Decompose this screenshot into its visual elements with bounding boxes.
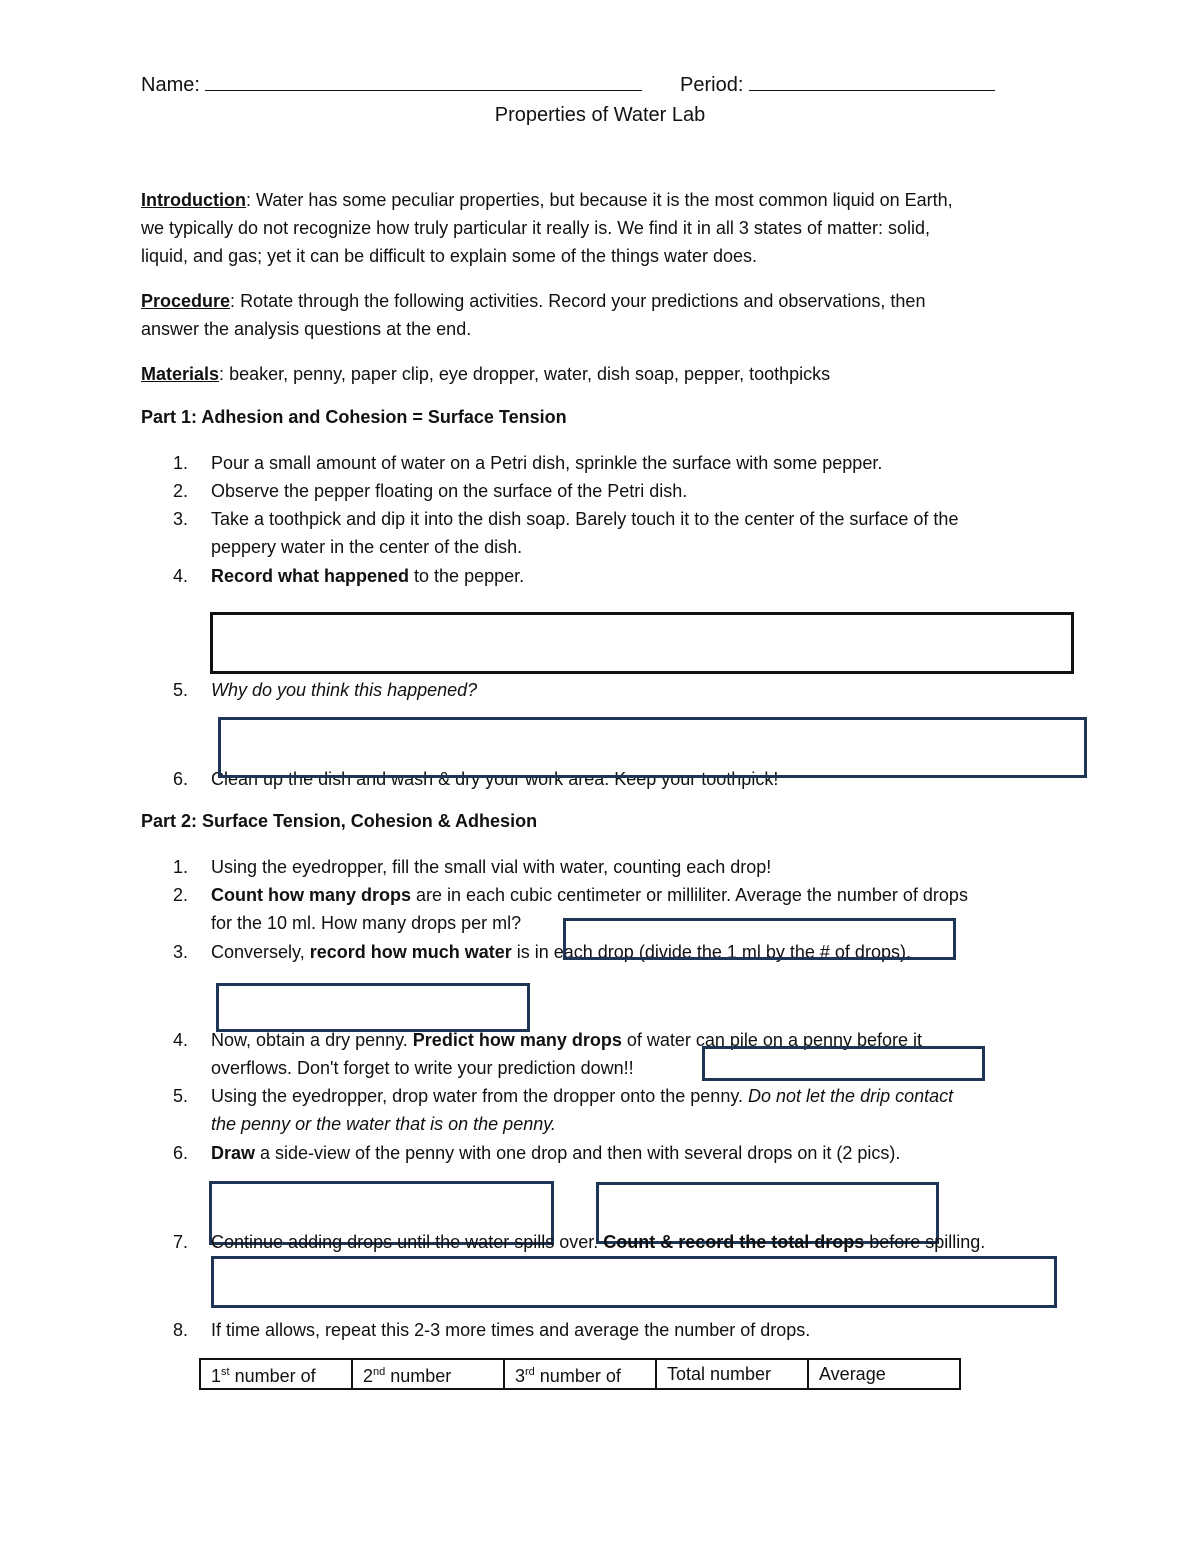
materials-line: Materials: beaker, penny, paper clip, eye dropper, water, dish soap, pepper, toothpicks xyxy=(141,364,831,384)
part1-step-3-cont: peppery water in the center of the dish. xyxy=(211,537,523,557)
name-blank[interactable] xyxy=(205,74,642,91)
part1-step-6: Clean up the dish and wash & dry your work area. Keep your toothpick! xyxy=(211,769,779,789)
name-label: Name: xyxy=(141,74,200,96)
procedure-line-2: answer the analysis questions at the end. xyxy=(141,319,472,339)
part2-step-5: Using the eyedropper, drop water from the dropper onto the penny. Do not let the drip contact xyxy=(211,1086,954,1106)
step-number: 2. xyxy=(173,481,189,501)
intro-label: Introduction xyxy=(141,190,246,210)
step-number: 6. xyxy=(173,769,189,789)
intro-line-2: we typically do not recognize how truly particular it really is. We find it in all 3 states of matter: solid, xyxy=(141,218,931,238)
part2-step-3: Conversely, record how much water is in each drop (divide the 1 ml by the # of drops). xyxy=(211,942,911,962)
table-header-cell-2: 2nd number xyxy=(352,1359,504,1389)
step-number: 7. xyxy=(173,1232,189,1252)
step-number: 1. xyxy=(173,857,189,877)
step-number: 3. xyxy=(173,942,189,962)
page-title: Properties of Water Lab xyxy=(494,104,706,126)
part2-heading: Part 2: Surface Tension, Cohesion & Adhesion xyxy=(141,811,538,831)
answer-box-why-happened[interactable] xyxy=(218,717,1087,778)
step-number: 2. xyxy=(173,885,189,905)
part1-step-2: Observe the pepper floating on the surface of the Petri dish. xyxy=(211,481,688,501)
answer-box-what-happened[interactable] xyxy=(210,612,1074,674)
part2-step-2: Count how many drops are in each cubic centimeter or milliliter. Average the number of drops xyxy=(211,885,968,905)
part2-step-7: Continue adding drops until the water spills over. Count & record the total drops before spilling. xyxy=(211,1232,986,1252)
step-number: 4. xyxy=(173,566,189,586)
part1-step-5: Why do you think this happened? xyxy=(211,680,478,700)
part2-step-8: If time allows, repeat this 2-3 more times and average the number of drops. xyxy=(211,1320,811,1340)
table-header-cell-1: 1st number of xyxy=(200,1359,352,1389)
part1-step-4: Record what happened to the pepper. xyxy=(211,566,525,586)
intro-line-1: Introduction: Water has some peculiar properties, but because it is the most common liquid on Earth, xyxy=(141,190,953,210)
part2-step-1: Using the eyedropper, fill the small vial with water, counting each drop! xyxy=(211,857,772,877)
part1-heading: Part 1: Adhesion and Cohesion = Surface Tension xyxy=(141,407,567,427)
part2-step-4-cont: overflows. Don't forget to write your prediction down!! xyxy=(211,1058,634,1078)
intro-line-3: liquid, and gas; yet it can be difficult to explain some of the things water does. xyxy=(141,246,758,266)
materials-label: Materials xyxy=(141,364,220,384)
answer-box-drops-per-ml[interactable] xyxy=(563,918,956,960)
step-number: 8. xyxy=(173,1320,189,1340)
step-number: 5. xyxy=(173,1086,189,1106)
step-number: 4. xyxy=(173,1030,189,1050)
procedure-line-1: Procedure: Rotate through the following activities. Record your predictions and observations, then xyxy=(141,291,926,311)
part1-step-3: Take a toothpick and dip it into the dish soap. Barely touch it to the center of the surface of the xyxy=(211,509,959,529)
part2-step-2-cont: for the 10 ml. How many drops per ml? xyxy=(211,913,522,933)
period-blank[interactable] xyxy=(749,74,995,91)
table-header-cell-3: 3rd number of xyxy=(504,1359,656,1389)
procedure-label: Procedure xyxy=(141,291,231,311)
drops-table xyxy=(199,1358,961,1390)
part2-step-5-cont: the penny or the water that is on the penny. xyxy=(211,1114,556,1134)
answer-box-water-per-drop[interactable] xyxy=(216,983,530,1032)
table-header-cell-4: Total number xyxy=(656,1359,808,1389)
step-number: 6. xyxy=(173,1143,189,1163)
table-header-row xyxy=(200,1359,960,1389)
period-line xyxy=(680,74,995,96)
answer-box-total-drops[interactable] xyxy=(211,1256,1057,1308)
answer-box-prediction[interactable] xyxy=(702,1046,985,1081)
period-label: Period: xyxy=(680,74,744,96)
part1-step-1: Pour a small amount of water on a Petri dish, sprinkle the surface with some pepper. xyxy=(211,453,883,473)
step-number: 1. xyxy=(173,453,189,473)
name-line xyxy=(141,74,642,96)
step-number: 3. xyxy=(173,509,189,529)
table-header-cell-5: Average xyxy=(808,1359,960,1389)
part2-step-6: Draw a side-view of the penny with one drop and then with several drops on it (2 pics). xyxy=(211,1143,901,1163)
part2-step-4: Now, obtain a dry penny. Predict how many drops of water can pile on a penny before it xyxy=(211,1030,923,1050)
step-number: 5. xyxy=(173,680,189,700)
